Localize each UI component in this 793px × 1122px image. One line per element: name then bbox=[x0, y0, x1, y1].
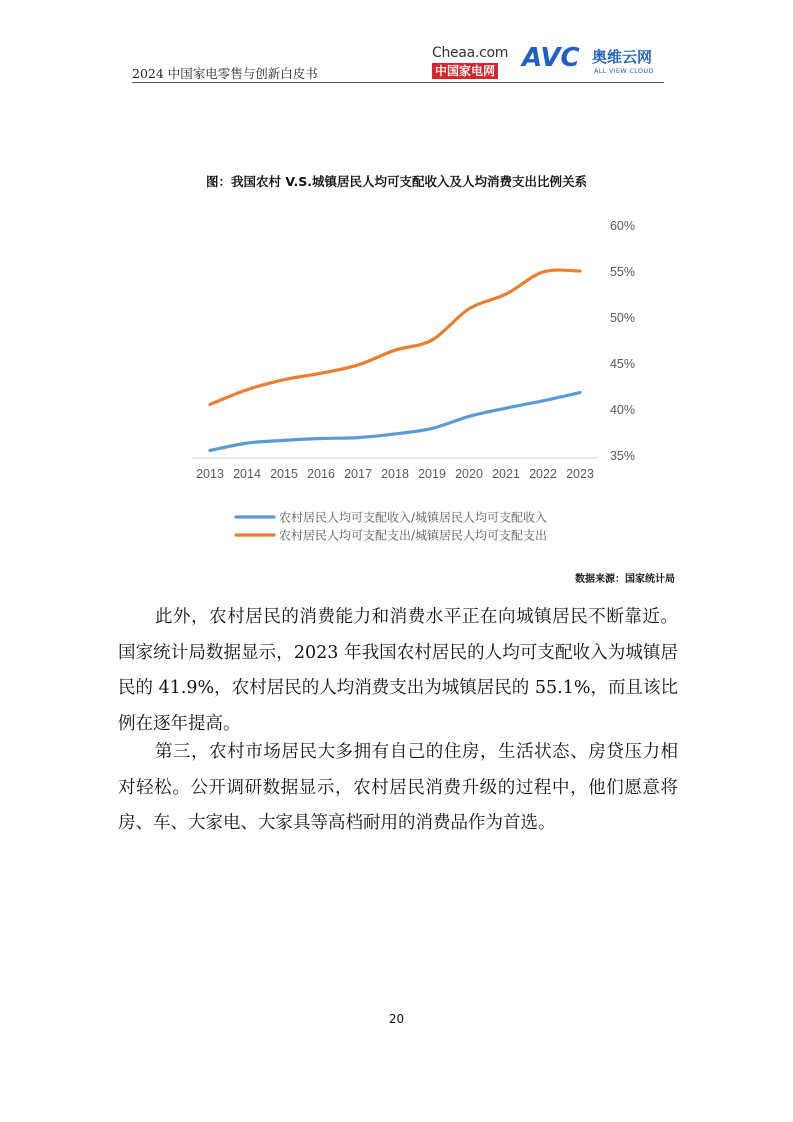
x-tick-label: 2020 bbox=[455, 467, 483, 481]
x-tick-label: 2022 bbox=[529, 467, 557, 481]
y-tick-label: 35% bbox=[609, 449, 635, 463]
x-tick-label: 2021 bbox=[492, 467, 520, 481]
avc-logo-en: ALL VIEW CLOUD bbox=[594, 67, 654, 75]
x-tick-label: 2016 bbox=[307, 467, 335, 481]
x-tick-label: 2019 bbox=[418, 467, 446, 481]
series-line-2 bbox=[210, 270, 580, 404]
x-tick-label: 2023 bbox=[566, 467, 594, 481]
figure-source: 数据来源：国家统计局 bbox=[575, 574, 675, 585]
y-tick-label: 50% bbox=[609, 311, 635, 325]
figure-title: 图：我国农村 V.S.城镇居民人均可支配收入及人均消费支出比例关系 bbox=[206, 174, 587, 189]
avc-logo-cn: 奥维云网 bbox=[592, 48, 653, 66]
header-divider bbox=[132, 82, 664, 83]
x-tick-label: 2017 bbox=[344, 467, 372, 481]
y-tick-label: 45% bbox=[609, 357, 635, 371]
avc-logo bbox=[522, 44, 664, 80]
page-number: 20 bbox=[388, 1012, 405, 1026]
legend-label-2: 农村居民人均可支配支出/城镇居民人均可支配支出 bbox=[279, 528, 548, 543]
line-chart bbox=[180, 210, 650, 550]
cheaa-logo-cn: 中国家电网 bbox=[432, 63, 498, 79]
x-tick-label: 2013 bbox=[196, 467, 224, 481]
avc-logo-mark: AVC bbox=[522, 43, 580, 73]
x-tick-label: 2018 bbox=[381, 467, 409, 481]
body-paragraph-1: 此外，农村居民的消费能力和消费水平正在向城镇居民不断靠近。国家统计局数据显示，2023 年我国农村居民的人均可支配收入为城镇居民的 41.9%，农村居民的人均消费支出为城镇居民的 55.1%，而且该比例在逐年提高。 bbox=[118, 607, 678, 734]
x-tick-label: 2014 bbox=[233, 467, 261, 481]
series-line-1 bbox=[210, 393, 580, 451]
header-title: 2024 中国家电零售与创新白皮书 bbox=[132, 66, 318, 81]
legend-label-1: 农村居民人均可支配收入/城镇居民人均可支配收入 bbox=[279, 510, 548, 525]
cheaa-logo-text: Cheaa.com bbox=[432, 45, 509, 61]
y-tick-label: 60% bbox=[609, 219, 635, 233]
y-tick-label: 55% bbox=[609, 265, 635, 279]
x-tick-label: 2015 bbox=[270, 467, 298, 481]
body-paragraph-2: 第三，农村市场居民大多拥有自己的住房，生活状态、房贷压力相对轻松。公开调研数据显示，农村居民消费升级的过程中，他们愿意将房、车、大家电、大家具等高档耐用的消费品作为首选。 bbox=[118, 742, 678, 833]
y-tick-label: 40% bbox=[609, 403, 635, 417]
cheaa-logo bbox=[432, 46, 516, 78]
